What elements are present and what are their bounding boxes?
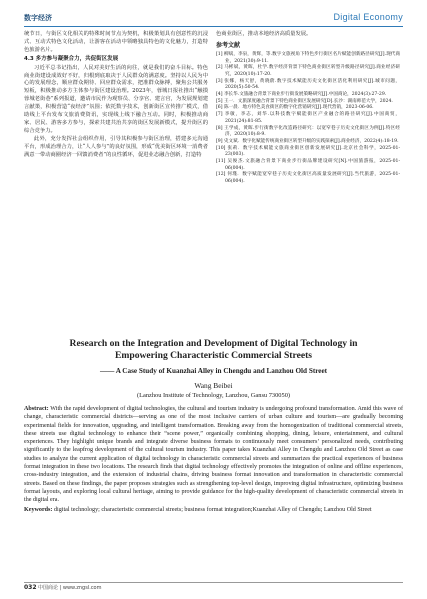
reference-item: [11] 吴俊杰.文旅融合背景下商业步行街品牌建设研究[N].中国旅游报，2025-01-06(004). bbox=[216, 159, 400, 171]
journal-name: Digital Economy bbox=[333, 12, 403, 22]
english-title-line-2: Empowering Characteristic Commercial Streets bbox=[114, 350, 313, 361]
reference-item: [2] 马彬斌，黄晖，杜学.数字经济背景下特色商业街区转型升级路径研究[J].商业经济研究，2020(10):17-20. bbox=[216, 65, 400, 77]
author-affiliation: (Lanzhou Institute of Technology, Lanzhou, Gansu 730050) bbox=[136, 392, 291, 399]
reference-item: [6] 陈一晨．地方特色美食街区的数字化营销研究[J].现代营销，2023-06-06. bbox=[216, 105, 374, 111]
reference-item: [12] 何瑾．数字赋能宽窄巷子历史文化街区高质量发展研究[J].当代旅游，2025-01-06(004). bbox=[216, 172, 400, 185]
abstract-text: With the rapid development of digital technologies, the cultural and tourism industry is undergoing profound transformation. Amid this wave of change, characteristic commercial districts—serving as one of the most inclusive carriers of urban culture and tourism—are gradually becoming experimental fields for innovation, upgrading, and intelligent transformation. Breaking away from the homogenization of traditional commercial streets, these streets use digital technology to enhance their “scene power,” organically combining shopping, dining, leisure, entertainment, and cultural experiences. They highlight unique brands and integrate diverse business formats to continuously meet consumers’ personalized needs, contributing significantly to the leapfrog development of the cultural tourism industry. This paper takes Kuanzhai Alley in Chengdu and Lanzhou Old Street as case studies to analyze the current application of digital technology in characteristic commercial streets and summarizes the practical experiences of business format integration in these two locations. The research finds that digital technology effectively promotes the integration of online and offline experiences, cross-industry integration, and the extension of industrial chains, driving business format innovation and transformation in characteristic commercial streets. Based on these findings, the paper proposes strategies such as strengthening top-level design, improving digital infrastructure, optimizing business format layouts, and exploring local cultural heritage, aiming to provide guidance for the high-quality development of characteristic commercial streets in the digital era. bbox=[24, 406, 403, 504]
reference-item: [3] 张娜，杨天舒，黄晓蔚.数字技术赋能历史文化街区活化利用研究[J].城市问题，2020(5):50-54. bbox=[216, 78, 400, 91]
reference-item: [7] 李敏，李志，刘华.以科技数字赋能街区产业融合的路径研究[J].中国商贸，2021(24):81-85. bbox=[216, 112, 400, 124]
reference-item: [8] 王学成，黄晖.步行街数字化改造路径研究：以宽窄巷子历史文化街区为例[J].特区经济，2020(10):8-9. bbox=[216, 125, 400, 138]
left-paragraph-2: 习近平总书记指出，人民对美好生活的向往，就是我们的奋斗目标。特色商业街建设成效好不好，归根到底取决于人民群众的满意度。坚持以人民为中心的发展理念，顺应群众期待、回应群众需求，把准群众脉搏，聚焦公共服务短板，积极推动多方主体参与街区建设治理。2023年，蓉城日报社推出“触摸蓉城老街巷”系列报道，邀请市民作为观察员、分享官、建言官，为发展规划建言献策，积极营造“夜经济”氛围；依托数字技术，创新街区宣传推广模式，借助线上平台发布文旅消费资讯，实现线上线下融合互动。同时，积极推动商家、居民、游客多方参与，探索共建共治共享的街区发展新模式，提升街区的综合竞争力。 bbox=[24, 64, 208, 134]
reference-item: [10] 张莉．数字技术赋能文旅商业街区创新发展研究[J].北京社会科学，2025-01-23(003). bbox=[216, 145, 400, 158]
magazine-info: 中国商论 | www.zngsl.com bbox=[38, 585, 102, 591]
english-subtitle: —— A Case Study of Kuanzhai Alley in Chengdu and Lanzhou Old Street bbox=[99, 367, 328, 375]
page-number: 032 bbox=[24, 584, 37, 591]
author-name: Wang Beibei bbox=[194, 381, 233, 390]
section-heading-4-3: 4.3 多方参与凝聚合力，共促街区发展 bbox=[24, 55, 119, 62]
reference-item: [9] 史文斌．数字化赋能传统商业街区转型升级的实践探索[J].商业经济，2022(4):18-19. bbox=[216, 138, 399, 144]
references-heading: 参考文献 bbox=[216, 41, 241, 49]
abstract-label: Abstract: bbox=[24, 406, 49, 412]
keywords-text: digital technology; characteristic commercial streets; business format integration;Kuanzhai Alley of Chengdu; Lanzhou Old Street bbox=[53, 506, 372, 513]
abstract bbox=[24, 405, 403, 505]
right-column bbox=[216, 31, 400, 186]
left-paragraph-3: 此外，充分发挥社会组织作用，引导其积极参与街区治理，搭建多元沟通平台，形成治理合力，让“人人参与”的良好氛围，形成“优美街区环境一消费者满意一带动商圈经济一回馈消费者”的良性循环，促进业态融合创新，打造特 bbox=[24, 135, 208, 158]
english-title-line-1: Research on the Integration and Development of Digital Technology in bbox=[69, 338, 358, 349]
running-header bbox=[24, 12, 403, 27]
left-paragraph-1: 统节日，与街区文化相关的特殊时间节点为契机，积极策划具有创意性的沉浸式、互动式特色文化活动，让游客在活动中领略独具特色的文化魅力，打造特色旅游名片。 bbox=[24, 31, 208, 53]
keywords-label: Keywords: bbox=[24, 506, 53, 513]
reference-item: [4] 李长华.文旅融合背景下商业步行街发展策略研究[J].中国商论，2024(3):27-29. bbox=[216, 92, 387, 98]
page-footer bbox=[24, 582, 403, 593]
english-abstract-block bbox=[24, 338, 403, 514]
keywords bbox=[24, 506, 403, 514]
left-column bbox=[24, 31, 208, 160]
reference-item: [1] 柳斌，李泉，黄辉，等.数字文旅视角下特色步行街区名片赋能创新路径研究[J].现代商业，2021(30):9-11. bbox=[216, 51, 400, 64]
reference-item: [5] 王一．文旅深度融合背景下特色商业街区发展研究[D].长沙：湖南师范大学，2024. bbox=[216, 98, 393, 104]
section-label: 数字经济 bbox=[24, 14, 52, 22]
right-paragraph-1: 色商业街区，推动本地经济高质量发展。 bbox=[216, 31, 312, 37]
